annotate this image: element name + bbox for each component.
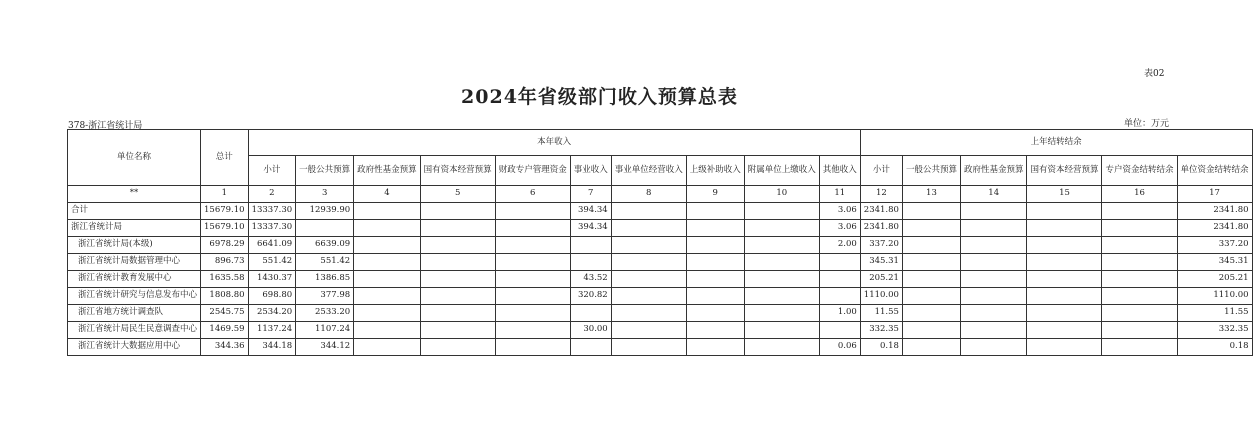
- unit-label: 单位：万元: [1124, 119, 1170, 129]
- row-value-cell: [495, 254, 570, 271]
- row-value-cell: [686, 322, 744, 339]
- table-row: [68, 203, 1253, 220]
- row-value-cell: 1110.00: [860, 288, 902, 305]
- row-value-cell: [296, 220, 354, 237]
- row-value-cell: [420, 305, 495, 322]
- row-value-cell: [570, 305, 611, 322]
- index-cell: 13: [902, 186, 960, 203]
- table-row: [68, 339, 1253, 356]
- row-value-cell: [902, 254, 960, 271]
- row-value-cell: [354, 203, 421, 220]
- row-value-cell: [744, 339, 819, 356]
- row-value-cell: [1102, 288, 1177, 305]
- row-value-cell: [960, 220, 1027, 237]
- header-current-col: 其他收入: [819, 156, 860, 186]
- row-value-cell: 2341.80: [860, 220, 902, 237]
- table-row: [68, 322, 1253, 339]
- table-row: [68, 220, 1253, 237]
- row-value-cell: [744, 305, 819, 322]
- header-unit-name: 单位名称: [68, 130, 201, 186]
- index-cell: 6: [495, 186, 570, 203]
- row-value-cell: [819, 271, 860, 288]
- row-value-cell: [611, 288, 686, 305]
- page-title: 2024年省级部门收入预算总表: [461, 86, 738, 108]
- row-value-cell: [1102, 237, 1177, 254]
- row-value-cell: [744, 288, 819, 305]
- header-current-col: 国有资本经营预算: [420, 156, 495, 186]
- row-value-cell: [1027, 339, 1102, 356]
- header-current-col: 附属单位上缴收入: [744, 156, 819, 186]
- row-value-cell: [960, 288, 1027, 305]
- row-value-cell: [354, 220, 421, 237]
- header-prev-col: 政府性基金预算: [960, 156, 1027, 186]
- row-value-cell: 1386.85: [296, 271, 354, 288]
- row-value-cell: [354, 322, 421, 339]
- row-value-cell: [354, 339, 421, 356]
- row-value-cell: [1102, 339, 1177, 356]
- row-value-cell: [495, 305, 570, 322]
- header-current-col: 事业单位经营收入: [611, 156, 686, 186]
- row-value-cell: 394.34: [570, 220, 611, 237]
- row-value-cell: [611, 220, 686, 237]
- row-value-cell: 43.52: [570, 271, 611, 288]
- row-value-cell: [495, 220, 570, 237]
- row-value-cell: 394.34: [570, 203, 611, 220]
- row-value-cell: 377.98: [296, 288, 354, 305]
- row-value-cell: [1027, 237, 1102, 254]
- row-value-cell: 13337.30: [248, 220, 296, 237]
- header-previous-carryover: 上年结转结余: [860, 130, 1252, 156]
- row-value-cell: [354, 271, 421, 288]
- row-value-cell: 2.00: [819, 237, 860, 254]
- row-value-cell: [1027, 220, 1102, 237]
- row-value-cell: 698.80: [248, 288, 296, 305]
- row-value-cell: [902, 322, 960, 339]
- header-current-col: 财政专户管理资金: [495, 156, 570, 186]
- row-value-cell: [611, 305, 686, 322]
- row-unit-name: 浙江省统计局民生民意调查中心: [68, 322, 201, 339]
- row-value-cell: [686, 288, 744, 305]
- row-value-cell: [354, 288, 421, 305]
- row-value-cell: [960, 271, 1027, 288]
- row-value-cell: [819, 288, 860, 305]
- row-value-cell: 12939.90: [296, 203, 354, 220]
- row-value-cell: 11.55: [1177, 305, 1252, 322]
- table-row: [68, 254, 1253, 271]
- row-value-cell: 11.55: [860, 305, 902, 322]
- row-value-cell: [1027, 322, 1102, 339]
- index-cell: 17: [1177, 186, 1252, 203]
- row-value-cell: 2341.80: [860, 203, 902, 220]
- row-value-cell: [420, 288, 495, 305]
- row-value-cell: 0.18: [1177, 339, 1252, 356]
- header-prev-col: 国有资本经营预算: [1027, 156, 1102, 186]
- row-value-cell: [744, 322, 819, 339]
- header-current-col: 政府性基金预算: [354, 156, 421, 186]
- row-value-cell: 3.06: [819, 203, 860, 220]
- row-value-cell: 2533.20: [296, 305, 354, 322]
- header-current-col: 事业收入: [570, 156, 611, 186]
- row-value-cell: [744, 203, 819, 220]
- row-value-cell: [902, 339, 960, 356]
- index-cell: 16: [1102, 186, 1177, 203]
- row-value-cell: 3.06: [819, 220, 860, 237]
- row-value-cell: [686, 237, 744, 254]
- row-value-cell: [744, 254, 819, 271]
- row-value-cell: [902, 237, 960, 254]
- row-value-cell: [420, 254, 495, 271]
- header-current-col: 一般公共预算: [296, 156, 354, 186]
- index-cell: 11: [819, 186, 860, 203]
- header-row-group: [68, 130, 1253, 156]
- row-unit-name: 浙江省统计研究与信息发布中心: [68, 288, 201, 305]
- row-value-cell: 6978.29: [201, 237, 249, 254]
- row-value-cell: [611, 339, 686, 356]
- row-value-cell: [1027, 203, 1102, 220]
- row-value-cell: 344.12: [296, 339, 354, 356]
- row-value-cell: [1027, 254, 1102, 271]
- header-current-col: 上级补助收入: [686, 156, 744, 186]
- header-current-col: 小计: [248, 156, 296, 186]
- index-cell: 3: [296, 186, 354, 203]
- row-value-cell: [686, 339, 744, 356]
- row-value-cell: [744, 271, 819, 288]
- row-value-cell: 15679.10: [201, 220, 249, 237]
- header-prev-col: 单位资金结转结余: [1177, 156, 1252, 186]
- row-value-cell: [570, 339, 611, 356]
- row-value-cell: [686, 220, 744, 237]
- row-value-cell: 320.82: [570, 288, 611, 305]
- row-value-cell: [1102, 322, 1177, 339]
- row-value-cell: [611, 254, 686, 271]
- row-value-cell: 344.36: [201, 339, 249, 356]
- row-value-cell: 332.35: [1177, 322, 1252, 339]
- row-value-cell: 1.00: [819, 305, 860, 322]
- row-value-cell: [420, 237, 495, 254]
- row-value-cell: [354, 254, 421, 271]
- row-value-cell: 1808.80: [201, 288, 249, 305]
- row-unit-name: 浙江省统计局数据管理中心: [68, 254, 201, 271]
- row-value-cell: [1102, 203, 1177, 220]
- row-value-cell: [902, 305, 960, 322]
- row-value-cell: 0.06: [819, 339, 860, 356]
- row-value-cell: [686, 203, 744, 220]
- row-unit-name: 合计: [68, 203, 201, 220]
- index-cell: **: [68, 186, 201, 203]
- index-cell: 5: [420, 186, 495, 203]
- row-value-cell: [902, 271, 960, 288]
- row-value-cell: [495, 322, 570, 339]
- row-value-cell: 896.73: [201, 254, 249, 271]
- row-value-cell: [495, 271, 570, 288]
- row-value-cell: [1102, 220, 1177, 237]
- row-value-cell: [1027, 305, 1102, 322]
- row-value-cell: 1430.37: [248, 271, 296, 288]
- row-value-cell: [495, 203, 570, 220]
- index-cell: 14: [960, 186, 1027, 203]
- row-value-cell: [354, 237, 421, 254]
- index-row: [68, 186, 1253, 203]
- department-name: 378-浙江省统计局: [68, 121, 143, 131]
- row-value-cell: 30.00: [570, 322, 611, 339]
- index-cell: 4: [354, 186, 421, 203]
- row-value-cell: [611, 322, 686, 339]
- table-row: [68, 271, 1253, 288]
- row-value-cell: 332.35: [860, 322, 902, 339]
- row-value-cell: [686, 305, 744, 322]
- row-value-cell: [611, 203, 686, 220]
- row-value-cell: [420, 322, 495, 339]
- row-value-cell: [570, 254, 611, 271]
- row-unit-name: 浙江省统计教育发展中心: [68, 271, 201, 288]
- row-value-cell: [686, 271, 744, 288]
- index-cell: 7: [570, 186, 611, 203]
- table-row: [68, 237, 1253, 254]
- row-value-cell: 551.42: [248, 254, 296, 271]
- row-value-cell: 1107.24: [296, 322, 354, 339]
- row-value-cell: 337.20: [860, 237, 902, 254]
- row-value-cell: 2534.20: [248, 305, 296, 322]
- header-current-year-income: 本年收入: [248, 130, 860, 156]
- budget-table: [67, 129, 1253, 356]
- row-value-cell: 1469.59: [201, 322, 249, 339]
- row-value-cell: 345.31: [860, 254, 902, 271]
- header-prev-col: 小计: [860, 156, 902, 186]
- row-unit-name: 浙江省统计局: [68, 220, 201, 237]
- row-value-cell: 2341.80: [1177, 220, 1252, 237]
- row-value-cell: [960, 322, 1027, 339]
- row-value-cell: 13337.30: [248, 203, 296, 220]
- row-value-cell: 205.21: [1177, 271, 1252, 288]
- index-cell: 2: [248, 186, 296, 203]
- row-value-cell: [960, 237, 1027, 254]
- row-value-cell: 205.21: [860, 271, 902, 288]
- row-value-cell: [1027, 271, 1102, 288]
- index-cell: 8: [611, 186, 686, 203]
- index-cell: 10: [744, 186, 819, 203]
- header-prev-col: 专户资金结转结余: [1102, 156, 1177, 186]
- row-value-cell: [960, 203, 1027, 220]
- row-value-cell: [570, 237, 611, 254]
- row-value-cell: [960, 339, 1027, 356]
- row-value-cell: [960, 254, 1027, 271]
- row-value-cell: [686, 254, 744, 271]
- row-value-cell: [819, 322, 860, 339]
- row-value-cell: [1102, 305, 1177, 322]
- row-value-cell: 1110.00: [1177, 288, 1252, 305]
- row-value-cell: [744, 237, 819, 254]
- row-value-cell: [495, 339, 570, 356]
- row-value-cell: [420, 220, 495, 237]
- row-value-cell: 6639.09: [296, 237, 354, 254]
- row-value-cell: [744, 220, 819, 237]
- row-value-cell: 344.18: [248, 339, 296, 356]
- row-unit-name: 浙江省统计局(本级): [68, 237, 201, 254]
- row-value-cell: [420, 339, 495, 356]
- index-cell: 9: [686, 186, 744, 203]
- header-prev-col: 一般公共预算: [902, 156, 960, 186]
- index-cell: 15: [1027, 186, 1102, 203]
- row-value-cell: [902, 288, 960, 305]
- row-value-cell: [1027, 288, 1102, 305]
- row-value-cell: 1635.58: [201, 271, 249, 288]
- row-value-cell: [420, 203, 495, 220]
- row-value-cell: [1102, 271, 1177, 288]
- row-value-cell: [1102, 254, 1177, 271]
- row-value-cell: 551.42: [296, 254, 354, 271]
- row-value-cell: [819, 254, 860, 271]
- index-cell: 1: [201, 186, 249, 203]
- row-value-cell: [495, 237, 570, 254]
- table-row: [68, 288, 1253, 305]
- row-value-cell: 1137.24: [248, 322, 296, 339]
- row-value-cell: 2545.75: [201, 305, 249, 322]
- index-cell: 12: [860, 186, 902, 203]
- row-unit-name: 浙江省地方统计调查队: [68, 305, 201, 322]
- row-value-cell: [611, 237, 686, 254]
- row-value-cell: [960, 305, 1027, 322]
- row-value-cell: 345.31: [1177, 254, 1252, 271]
- header-total: 总计: [201, 130, 249, 186]
- row-value-cell: 0.18: [860, 339, 902, 356]
- row-value-cell: [495, 288, 570, 305]
- row-value-cell: 15679.10: [201, 203, 249, 220]
- row-value-cell: 337.20: [1177, 237, 1252, 254]
- row-value-cell: [902, 220, 960, 237]
- row-value-cell: [902, 203, 960, 220]
- row-value-cell: [420, 271, 495, 288]
- table-code: 表02: [1144, 69, 1165, 79]
- row-value-cell: [611, 271, 686, 288]
- row-unit-name: 浙江省统计大数据应用中心: [68, 339, 201, 356]
- row-value-cell: 6641.09: [248, 237, 296, 254]
- table-row: [68, 305, 1253, 322]
- row-value-cell: [354, 305, 421, 322]
- row-value-cell: 2341.80: [1177, 203, 1252, 220]
